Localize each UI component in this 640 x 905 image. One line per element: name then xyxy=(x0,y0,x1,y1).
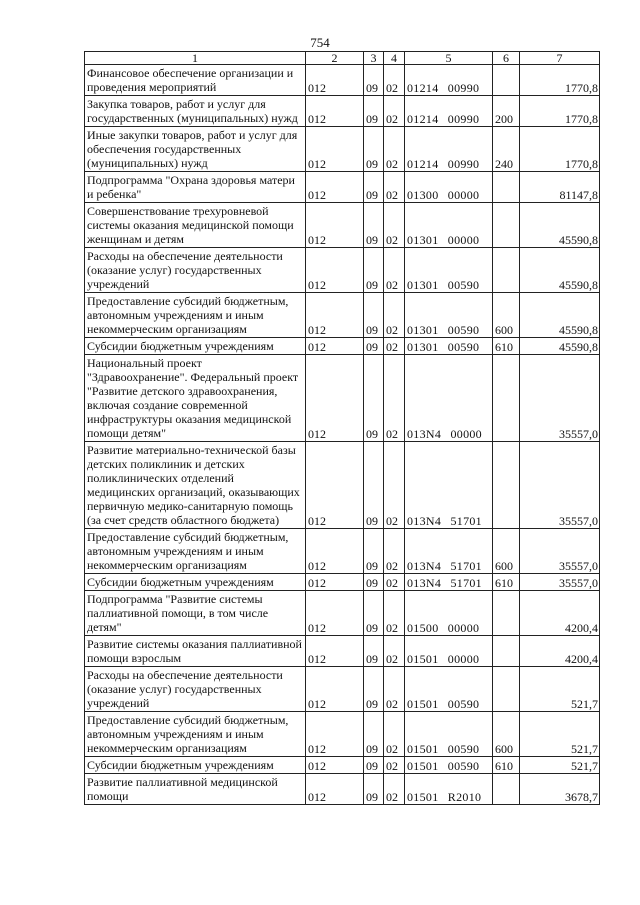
target-article-cell: 01501 00590 xyxy=(405,757,493,774)
expense-type-cell xyxy=(493,774,520,805)
item-name-cell: Субсидии бюджетным учреждениям xyxy=(85,574,306,591)
header-cell-5: 5 xyxy=(405,52,493,65)
admin-code-cell: 012 xyxy=(306,757,364,774)
expense-type-cell: 600 xyxy=(493,529,520,574)
section-code-cell: 09 xyxy=(364,355,384,442)
section-code-cell: 09 xyxy=(364,712,384,757)
subsection-code-cell: 02 xyxy=(384,293,405,338)
expense-type-cell xyxy=(493,355,520,442)
expense-type-cell xyxy=(493,636,520,667)
target-article-cell: 013N4 51701 xyxy=(405,529,493,574)
admin-code-cell: 012 xyxy=(306,127,364,172)
amount-cell: 45590,8 xyxy=(520,338,600,355)
section-code-cell: 09 xyxy=(364,442,384,529)
subsection-code-cell: 02 xyxy=(384,591,405,636)
target-article-cell: 01214 00990 xyxy=(405,65,493,96)
admin-code-cell: 012 xyxy=(306,203,364,248)
section-code-cell: 09 xyxy=(364,96,384,127)
amount-cell: 35557,0 xyxy=(520,529,600,574)
admin-code-cell: 012 xyxy=(306,529,364,574)
expense-type-cell xyxy=(493,442,520,529)
amount-cell: 45590,8 xyxy=(520,293,600,338)
table-row xyxy=(85,127,600,172)
item-name-cell: Предоставление субсидий бюджетным, автономным учреждениям и иным некоммерческим организациям xyxy=(85,712,306,757)
expense-type-cell: 600 xyxy=(493,293,520,338)
amount-cell: 35557,0 xyxy=(520,355,600,442)
amount-cell: 521,7 xyxy=(520,712,600,757)
target-article-cell: 013N4 51701 xyxy=(405,442,493,529)
amount-cell: 45590,8 xyxy=(520,248,600,293)
admin-code-cell: 012 xyxy=(306,442,364,529)
amount-cell: 35557,0 xyxy=(520,442,600,529)
admin-code-cell: 012 xyxy=(306,338,364,355)
table-row xyxy=(85,293,600,338)
subsection-code-cell: 02 xyxy=(384,574,405,591)
target-article-cell: 01501 00590 xyxy=(405,712,493,757)
subsection-code-cell: 02 xyxy=(384,757,405,774)
target-article-cell: 01500 00000 xyxy=(405,591,493,636)
section-code-cell: 09 xyxy=(364,338,384,355)
target-article-cell: 01501 R2010 xyxy=(405,774,493,805)
subsection-code-cell: 02 xyxy=(384,667,405,712)
target-article-cell: 01214 00990 xyxy=(405,96,493,127)
subsection-code-cell: 02 xyxy=(384,127,405,172)
expense-type-cell xyxy=(493,203,520,248)
admin-code-cell: 012 xyxy=(306,574,364,591)
header-cell-1: 1 xyxy=(85,52,306,65)
subsection-code-cell: 02 xyxy=(384,172,405,203)
target-article-cell: 01501 00590 xyxy=(405,667,493,712)
section-code-cell: 09 xyxy=(364,667,384,712)
table-row xyxy=(85,172,600,203)
item-name-cell: Субсидии бюджетным учреждениям xyxy=(85,338,306,355)
expense-type-cell: 610 xyxy=(493,757,520,774)
header-cell-2: 2 xyxy=(306,52,364,65)
amount-cell: 521,7 xyxy=(520,757,600,774)
header-cell-4: 4 xyxy=(384,52,405,65)
admin-code-cell: 012 xyxy=(306,96,364,127)
admin-code-cell: 012 xyxy=(306,636,364,667)
item-name-cell: Национальный проект "Здравоохранение". Федеральный проект "Развитие детского здравоохранения, включая создание современной инфраструктуры оказания медицинской помощи детям" xyxy=(85,355,306,442)
amount-cell: 1770,8 xyxy=(520,65,600,96)
expense-type-cell: 610 xyxy=(493,338,520,355)
table-row xyxy=(85,636,600,667)
item-name-cell: Финансовое обеспечение организации и проведения мероприятий xyxy=(85,65,306,96)
target-article-cell: 01300 00000 xyxy=(405,172,493,203)
expense-type-cell xyxy=(493,248,520,293)
item-name-cell: Расходы на обеспечение деятельности (оказание услуг) государственных учреждений xyxy=(85,248,306,293)
item-name-cell: Развитие материально-технической базы детских поликлиник и детских поликлинических отделений медицинских организаций, оказывающих первичную медико-санитарную помощь (за счет средств областного бюджета) xyxy=(85,442,306,529)
header-cell-7: 7 xyxy=(520,52,600,65)
section-code-cell: 09 xyxy=(364,591,384,636)
table-row xyxy=(85,442,600,529)
item-name-cell: Подпрограмма "Развитие системы паллиативной помощи, в том числе детям" xyxy=(85,591,306,636)
amount-cell: 521,7 xyxy=(520,667,600,712)
table-row xyxy=(85,355,600,442)
subsection-code-cell: 02 xyxy=(384,338,405,355)
table-row xyxy=(85,574,600,591)
target-article-cell: 01301 00590 xyxy=(405,293,493,338)
item-name-cell: Субсидии бюджетным учреждениям xyxy=(85,757,306,774)
subsection-code-cell: 02 xyxy=(384,96,405,127)
table-row xyxy=(85,712,600,757)
table-row xyxy=(85,667,600,712)
section-code-cell: 09 xyxy=(364,636,384,667)
subsection-code-cell: 02 xyxy=(384,248,405,293)
item-name-cell: Иные закупки товаров, работ и услуг для обеспечения государственных (муниципальных) нужд xyxy=(85,127,306,172)
subsection-code-cell: 02 xyxy=(384,774,405,805)
amount-cell: 45590,8 xyxy=(520,203,600,248)
expense-type-cell: 200 xyxy=(493,96,520,127)
amount-cell: 3678,7 xyxy=(520,774,600,805)
target-article-cell: 01301 00590 xyxy=(405,248,493,293)
expense-type-cell xyxy=(493,667,520,712)
table-row xyxy=(85,248,600,293)
section-code-cell: 09 xyxy=(364,293,384,338)
admin-code-cell: 012 xyxy=(306,65,364,96)
expense-type-cell xyxy=(493,172,520,203)
subsection-code-cell: 02 xyxy=(384,636,405,667)
amount-cell: 81147,8 xyxy=(520,172,600,203)
item-name-cell: Расходы на обеспечение деятельности (оказание услуг) государственных учреждений xyxy=(85,667,306,712)
section-code-cell: 09 xyxy=(364,248,384,293)
subsection-code-cell: 02 xyxy=(384,529,405,574)
admin-code-cell: 012 xyxy=(306,667,364,712)
section-code-cell: 09 xyxy=(364,127,384,172)
table-row xyxy=(85,757,600,774)
amount-cell: 35557,0 xyxy=(520,574,600,591)
amount-cell: 1770,8 xyxy=(520,96,600,127)
target-article-cell: 01301 00000 xyxy=(405,203,493,248)
admin-code-cell: 012 xyxy=(306,774,364,805)
item-name-cell: Закупка товаров, работ и услуг для государственных (муниципальных) нужд xyxy=(85,96,306,127)
item-name-cell: Развитие системы оказания паллиативной помощи взрослым xyxy=(85,636,306,667)
section-code-cell: 09 xyxy=(364,574,384,591)
target-article-cell: 01501 00000 xyxy=(405,636,493,667)
page-number: 754 xyxy=(310,35,330,50)
target-article-cell: 013N4 00000 xyxy=(405,355,493,442)
admin-code-cell: 012 xyxy=(306,591,364,636)
item-name-cell: Развитие паллиативной медицинской помощи xyxy=(85,774,306,805)
amount-cell: 1770,8 xyxy=(520,127,600,172)
header-row xyxy=(85,52,600,65)
item-name-cell: Подпрограмма "Охрана здоровья матери и ребенка" xyxy=(85,172,306,203)
admin-code-cell: 012 xyxy=(306,172,364,203)
target-article-cell: 01214 00990 xyxy=(405,127,493,172)
subsection-code-cell: 02 xyxy=(384,355,405,442)
section-code-cell: 09 xyxy=(364,757,384,774)
subsection-code-cell: 02 xyxy=(384,712,405,757)
section-code-cell: 09 xyxy=(364,203,384,248)
table-row xyxy=(85,96,600,127)
amount-cell: 4200,4 xyxy=(520,591,600,636)
table-row xyxy=(85,65,600,96)
budget-table xyxy=(84,51,600,805)
expense-type-cell: 610 xyxy=(493,574,520,591)
admin-code-cell: 012 xyxy=(306,248,364,293)
subsection-code-cell: 02 xyxy=(384,442,405,529)
table-row xyxy=(85,203,600,248)
expense-type-cell: 240 xyxy=(493,127,520,172)
header-cell-6: 6 xyxy=(493,52,520,65)
subsection-code-cell: 02 xyxy=(384,65,405,96)
admin-code-cell: 012 xyxy=(306,712,364,757)
table-row xyxy=(85,591,600,636)
expense-type-cell: 600 xyxy=(493,712,520,757)
expense-type-cell xyxy=(493,591,520,636)
item-name-cell: Предоставление субсидий бюджетным, автономным учреждениям и иным некоммерческим организациям xyxy=(85,293,306,338)
section-code-cell: 09 xyxy=(364,172,384,203)
target-article-cell: 013N4 51701 xyxy=(405,574,493,591)
admin-code-cell: 012 xyxy=(306,293,364,338)
section-code-cell: 09 xyxy=(364,774,384,805)
table-row xyxy=(85,774,600,805)
section-code-cell: 09 xyxy=(364,65,384,96)
expense-type-cell xyxy=(493,65,520,96)
subsection-code-cell: 02 xyxy=(384,203,405,248)
item-name-cell: Предоставление субсидий бюджетным, автономным учреждениям и иным некоммерческим организациям xyxy=(85,529,306,574)
section-code-cell: 09 xyxy=(364,529,384,574)
header-cell-3: 3 xyxy=(364,52,384,65)
target-article-cell: 01301 00590 xyxy=(405,338,493,355)
table-row xyxy=(85,338,600,355)
item-name-cell: Совершенствование трехуровневой системы оказания медицинской помощи женщинам и детям xyxy=(85,203,306,248)
table-row xyxy=(85,529,600,574)
amount-cell: 4200,4 xyxy=(520,636,600,667)
admin-code-cell: 012 xyxy=(306,355,364,442)
